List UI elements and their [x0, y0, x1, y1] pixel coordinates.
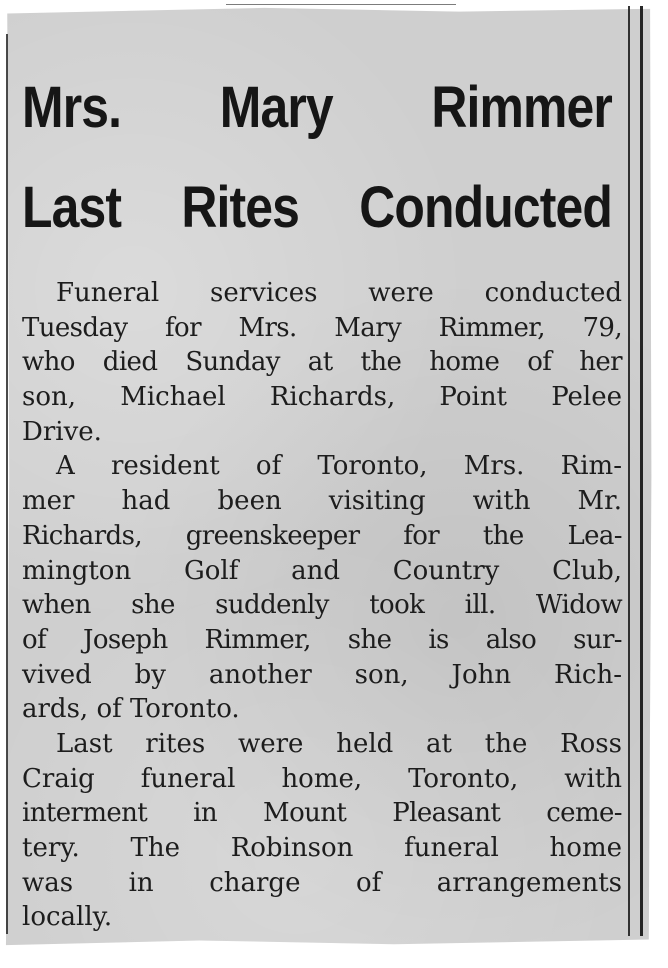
article-line: who died Sunday at the home of her [22, 347, 622, 378]
article-line: Craig funeral home, Toronto, with [22, 763, 622, 794]
article-line: Drive. [22, 416, 102, 447]
article-line: vived by another son, John Rich- [22, 659, 622, 690]
article-line: Richards, greenskeeper for the Lea- [22, 520, 622, 551]
right-column-rule [628, 6, 630, 936]
article-line: son, Michael Richards, Point Pelee [22, 382, 622, 413]
article-line: mer had been visiting with Mr. [22, 486, 622, 517]
article-line: Funeral services were conducted [56, 278, 622, 308]
article-line: tery. The Robinson funeral home [22, 833, 622, 863]
article-line: of Joseph Rimmer, she is also sur- [22, 624, 622, 655]
top-column-rule [226, 4, 456, 5]
article-body [22, 276, 622, 935]
article-line: when she suddenly took ill. Widow [22, 590, 622, 621]
article-line: ards, of Toronto. [22, 694, 240, 725]
headline-line-2: Last Rites Conducted [22, 175, 612, 240]
article-line: Tuesday for Mrs. Mary Rimmer, 79, [22, 312, 622, 343]
article-line: was in charge of arrangements [22, 867, 622, 898]
right-column-rule-thick [640, 6, 643, 936]
left-column-rule [6, 34, 8, 934]
article-line: interment in Mount Pleasant ceme- [22, 798, 622, 829]
article-line: mington Golf and Country Club, [22, 555, 622, 586]
headline-line-1: Mrs. Mary Rimmer [22, 75, 612, 140]
article-line: A resident of Toronto, Mrs. Rim- [56, 451, 622, 482]
article-line: Last rites were held at the Ross [56, 728, 622, 759]
headline [22, 58, 612, 258]
article-line: locally. [22, 902, 113, 933]
